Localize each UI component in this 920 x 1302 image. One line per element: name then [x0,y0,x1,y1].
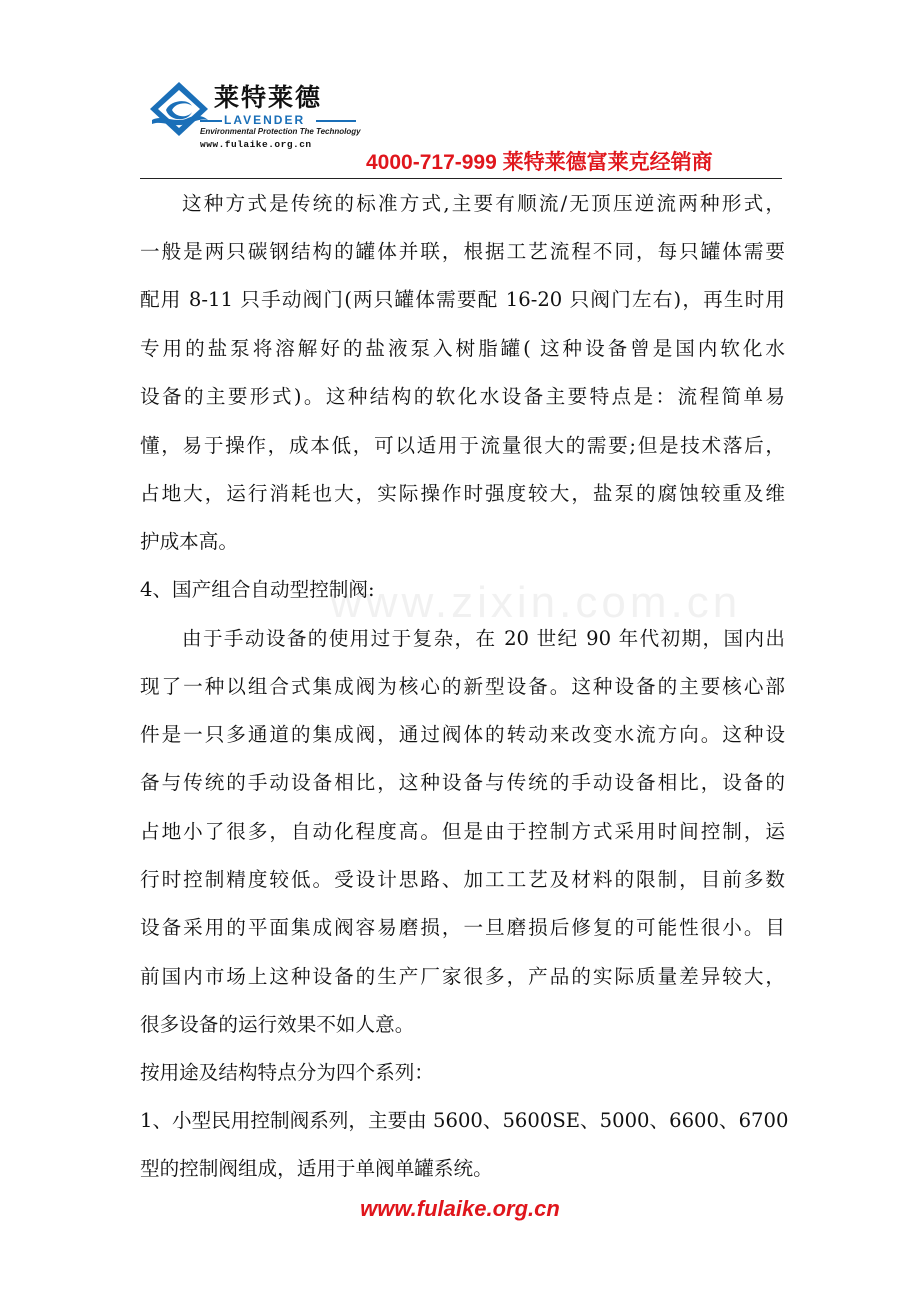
paragraph-line: 现了一种以组合式集成阀为核心的新型设备。这种设备的主要核心部 [140,675,785,698]
paragraph-line: 行时控制精度较低。受设计思路、加工工艺及材料的限制，目前多数 [140,868,785,891]
paragraph-line: 这种方式是传统的标准方式,主要有顺流/无顶压逆流两种形式， [182,192,785,215]
paragraph-line: 占地大，运行消耗也大，实际操作时强度较大，盐泵的腐蚀较重及维 [140,482,785,505]
paragraph-line: 专用的盐泵将溶解好的盐液泵入树脂罐( 这种设备曾是国内软化水 [140,337,785,360]
logo-rule-right [316,120,356,122]
paragraph-line: 件是一只多通道的集成阀，通过阀体的转动来改变水流方向。这种设 [140,723,785,746]
logo-rule-left [200,120,222,122]
hotline-banner: 4000-717-999 莱特莱德富莱克经销商 [366,151,713,174]
logo-tagline: Environmental Protection The Technology [200,127,361,136]
paragraph-line: 护成本高。 [140,530,238,553]
footer-url: www.fulaike.org.cn [360,1196,560,1221]
paragraph-line: 一般是两只碳钢结构的罐体并联，根据工艺流程不同，每只罐体需要 [140,240,785,263]
paragraph-line: 设备采用的平面集成阀容易磨损，一旦磨损后修复的可能性很小。目 [140,916,785,939]
paragraph-line: 懂，易于操作，成本低，可以适用于流量很大的需要;但是技术落后， [140,434,785,457]
watermark: www.zixin.com.cn [330,578,742,627]
header-divider [140,178,782,179]
logo-url: www.fulaike.org.cn [200,139,312,150]
paragraph-line: 占地小了很多，自动化程度高。但是由于控制方式采用时间控制，运 [140,820,785,843]
logo-english-name: LAVENDER [224,113,306,127]
paragraph-line: 配用 8-11 只手动阀门(两只罐体需要配 16-20 只阀门左右)，再生时用 [140,288,785,311]
paragraph-line: 很多设备的运行效果不如人意。 [140,1013,415,1036]
paragraph-line: 按用途及结构特点分为四个系列： [140,1061,434,1084]
company-logo [148,78,368,156]
paragraph-line: 备与传统的手动设备相比，这种设备与传统的手动设备相比，设备的 [140,771,785,794]
section-heading: 4、国产组合自动型控制阀: [140,578,375,601]
logo-chinese-name: 莱特莱德 [214,83,323,112]
paragraph-line: 设备的主要形式)。这种结构的软化水设备主要特点是：流程简单易 [140,385,785,408]
paragraph-line: 前国内市场上这种设备的生产厂家很多，产品的实际质量差异较大， [140,965,785,988]
paragraph-line: 型的控制阀组成，适用于单阀单罐系统。 [140,1157,493,1180]
paragraph-line: 1、小型民用控制阀系列，主要由 5600、5600SE、5000、6600、6700 [140,1109,789,1132]
paragraph-line: 由于手动设备的使用过于复杂，在 20 世纪 90 年代初期，国内出 [182,627,785,650]
